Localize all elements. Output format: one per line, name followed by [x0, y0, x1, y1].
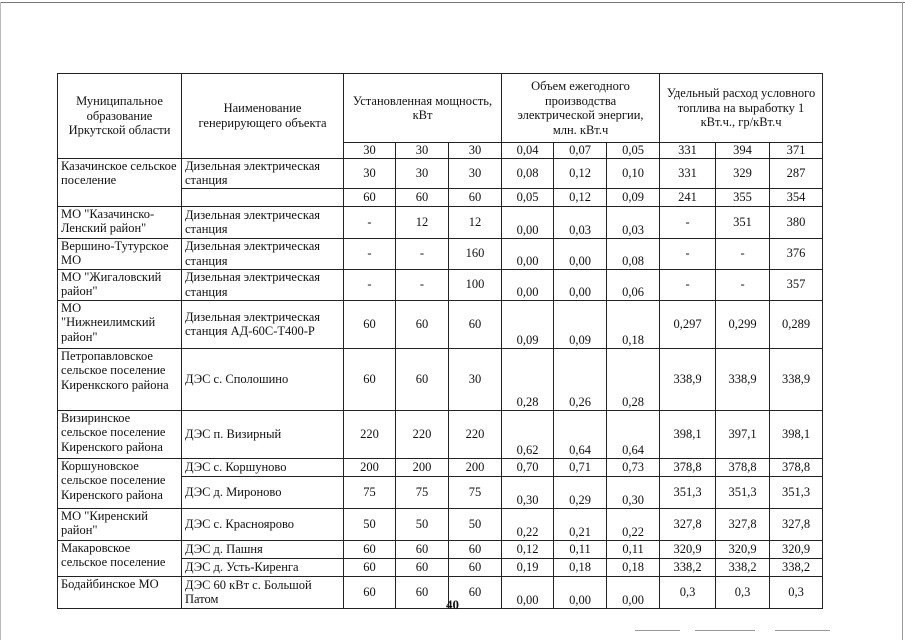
prod-cell: 0,28: [502, 348, 554, 410]
table-row: [58, 540, 823, 558]
prod-cell: 0,22: [607, 508, 660, 540]
cap-cell: 60: [396, 576, 449, 608]
subheader-cell: 331: [660, 143, 716, 159]
table-row: [58, 269, 823, 300]
fuel-cell: 338,2: [770, 558, 823, 576]
subheader-cell: 30: [449, 143, 502, 159]
cap-cell: 60: [396, 558, 449, 576]
object-cell: ДЭС с. Коршуново: [182, 458, 344, 476]
municipality-cell: МО "Жигаловский район": [58, 269, 182, 300]
cap-cell: 60: [449, 558, 502, 576]
subheader-cell: 30: [396, 143, 449, 159]
cap-cell: 60: [449, 188, 502, 206]
object-cell: [182, 188, 344, 206]
fuel-cell: 351: [716, 206, 770, 238]
table-row: [58, 158, 823, 188]
fuel-cell: 327,8: [660, 508, 716, 540]
cap-cell: -: [396, 238, 449, 269]
page-number: 40: [446, 597, 459, 612]
cap-cell: 60: [344, 558, 396, 576]
cap-cell: 50: [396, 508, 449, 540]
prod-cell: 0,12: [554, 188, 607, 206]
fuel-cell: -: [660, 206, 716, 238]
fuel-cell: 351,3: [660, 476, 716, 508]
table-body: [58, 158, 823, 608]
prod-cell: 0,73: [607, 458, 660, 476]
fuel-cell: 320,9: [660, 540, 716, 558]
prod-cell: 0,09: [554, 300, 607, 348]
table-row: [58, 300, 823, 348]
fuel-cell: 378,8: [660, 458, 716, 476]
cap-cell: 60: [344, 540, 396, 558]
fuel-cell: 380: [770, 206, 823, 238]
fuel-cell: -: [716, 269, 770, 300]
prod-cell: 0,29: [554, 476, 607, 508]
scan-artifact-line: [695, 630, 755, 631]
municipality-cell: Петропавловское сельское поселение Киренкского района: [58, 348, 182, 410]
prod-cell: 0,00: [554, 576, 607, 608]
fuel-cell: 354: [770, 188, 823, 206]
object-cell: Дизельная электрическая станция: [182, 158, 344, 188]
page-frame-top: [0, 2, 905, 3]
prod-cell: 0,18: [554, 558, 607, 576]
table-row: [58, 458, 823, 476]
fuel-cell: 357: [770, 269, 823, 300]
fuel-cell: 397,1: [716, 410, 770, 458]
fuel-cell: 0,289: [770, 300, 823, 348]
object-cell: ДЭС п. Визирный: [182, 410, 344, 458]
prod-cell: 0,00: [554, 238, 607, 269]
cap-cell: 50: [449, 508, 502, 540]
cap-cell: 60: [344, 300, 396, 348]
fuel-cell: 398,1: [660, 410, 716, 458]
municipality-cell: МО "Нижнеилимский район": [58, 300, 182, 348]
prod-cell: 0,19: [502, 558, 554, 576]
prod-cell: 0,03: [554, 206, 607, 238]
prod-cell: 0,05: [502, 188, 554, 206]
municipality-cell: Коршуновское сельское поселение Киренского района: [58, 458, 182, 508]
prod-cell: 0,00: [502, 238, 554, 269]
fuel-cell: 338,9: [716, 348, 770, 410]
prod-cell: 0,71: [554, 458, 607, 476]
municipality-cell: МО "Киренский район": [58, 508, 182, 540]
cap-cell: 75: [449, 476, 502, 508]
prod-cell: 0,09: [607, 188, 660, 206]
fuel-cell: 327,8: [770, 508, 823, 540]
object-cell: Дизельная электрическая станция АД-60С-Т400-Р: [182, 300, 344, 348]
municipality-cell: Казачинское сельское поселение: [58, 158, 182, 206]
prod-cell: 0,11: [607, 540, 660, 558]
fuel-cell: -: [716, 238, 770, 269]
capacity-header: Установленная мощность, кВт: [344, 74, 502, 143]
page-frame-left: [0, 2, 1, 640]
cap-cell: -: [344, 269, 396, 300]
cap-cell: 60: [396, 188, 449, 206]
cap-cell: 30: [396, 158, 449, 188]
municipality-cell: Вершино-Тутурское МО: [58, 238, 182, 269]
prod-cell: 0,70: [502, 458, 554, 476]
fuel-cell: 338,2: [660, 558, 716, 576]
fuel-cell: 338,9: [770, 348, 823, 410]
table-row: [58, 206, 823, 238]
object-header: Наименование генерирующего объекта: [182, 74, 344, 159]
fuel-cell: 351,3: [770, 476, 823, 508]
subheader-cell: 394: [716, 143, 770, 159]
fuel-cell: 0,3: [716, 576, 770, 608]
fuel-cell: 398,1: [770, 410, 823, 458]
object-cell: ДЭС 60 кВт с. Большой Патом: [182, 576, 344, 608]
prod-cell: 0,30: [502, 476, 554, 508]
prod-cell: 0,18: [607, 558, 660, 576]
prod-cell: 0,06: [607, 269, 660, 300]
prod-cell: 0,62: [502, 410, 554, 458]
cap-cell: 60: [449, 576, 502, 608]
object-cell: Дизельная электрическая станция: [182, 206, 344, 238]
prod-cell: 0,03: [607, 206, 660, 238]
subheader-cell: 0,07: [554, 143, 607, 159]
fuel-cell: 287: [770, 158, 823, 188]
cap-cell: 160: [449, 238, 502, 269]
cap-cell: 60: [344, 576, 396, 608]
fuel-cell: 0,297: [660, 300, 716, 348]
fuel-cell: 0,3: [660, 576, 716, 608]
subheader-cell: 0,04: [502, 143, 554, 159]
cap-cell: 60: [344, 348, 396, 410]
cap-cell: 50: [344, 508, 396, 540]
cap-cell: 30: [344, 158, 396, 188]
cap-cell: 100: [449, 269, 502, 300]
fuel-cell: 376: [770, 238, 823, 269]
prod-cell: 0,64: [554, 410, 607, 458]
cap-cell: 220: [396, 410, 449, 458]
prod-cell: 0,22: [502, 508, 554, 540]
generation-table: [57, 73, 823, 609]
prod-cell: 0,11: [554, 540, 607, 558]
scan-artifact-line: [775, 630, 830, 631]
fuel-cell: 0,3: [770, 576, 823, 608]
fuel-cell: 338,2: [716, 558, 770, 576]
fuel-cell: 320,9: [770, 540, 823, 558]
prod-cell: 0,64: [607, 410, 660, 458]
cap-cell: 60: [344, 188, 396, 206]
prod-cell: 0,26: [554, 348, 607, 410]
header-row: [58, 74, 823, 143]
prod-cell: 0,00: [502, 576, 554, 608]
cap-cell: 60: [449, 540, 502, 558]
cap-cell: -: [344, 238, 396, 269]
page-frame-right: [902, 2, 903, 640]
fuel-cell: -: [660, 238, 716, 269]
municipality-cell: МО "Казачинско-Ленский район": [58, 206, 182, 238]
cap-cell: 200: [396, 458, 449, 476]
cap-cell: -: [344, 206, 396, 238]
table-row: [58, 508, 823, 540]
prod-cell: 0,00: [554, 269, 607, 300]
cap-cell: 60: [396, 300, 449, 348]
fuel-cell: 338,9: [660, 348, 716, 410]
fuel-cell: 329: [716, 158, 770, 188]
prod-cell: 0,12: [554, 158, 607, 188]
fuel-header: Удельный расход условного топлива на выработку 1 кВт.ч., гр/кВт.ч: [660, 74, 823, 143]
object-cell: ДЭС с. Красноярово: [182, 508, 344, 540]
cap-cell: 75: [396, 476, 449, 508]
cap-cell: 30: [449, 348, 502, 410]
fuel-cell: 241: [660, 188, 716, 206]
prod-cell: 0,08: [502, 158, 554, 188]
cap-cell: 220: [344, 410, 396, 458]
fuel-cell: -: [660, 269, 716, 300]
municipality-header: Муниципальное образование Иркутской области: [58, 74, 182, 159]
object-cell: Дизельная электрическая станция: [182, 238, 344, 269]
cap-cell: -: [396, 269, 449, 300]
cap-cell: 12: [396, 206, 449, 238]
object-cell: ДЭС с. Сполошино: [182, 348, 344, 410]
production-header: Объем ежегодного производства электрической энергии, млн. кВт.ч: [502, 74, 660, 143]
fuel-cell: 378,8: [716, 458, 770, 476]
prod-cell: 0,00: [607, 576, 660, 608]
municipality-cell: Визиринское сельское поселение Киренского района: [58, 410, 182, 458]
cap-cell: 75: [344, 476, 396, 508]
prod-cell: 0,21: [554, 508, 607, 540]
cap-cell: 60: [396, 540, 449, 558]
table-row: [58, 410, 823, 458]
cap-cell: 220: [449, 410, 502, 458]
prod-cell: 0,00: [502, 269, 554, 300]
fuel-cell: 351,3: [716, 476, 770, 508]
cap-cell: 200: [449, 458, 502, 476]
prod-cell: 0,00: [502, 206, 554, 238]
fuel-cell: 378,8: [770, 458, 823, 476]
prod-cell: 0,08: [607, 238, 660, 269]
cap-cell: 60: [449, 300, 502, 348]
object-cell: ДЭС д. Усть-Киренга: [182, 558, 344, 576]
fuel-cell: 0,299: [716, 300, 770, 348]
prod-cell: 0,28: [607, 348, 660, 410]
cap-cell: 12: [449, 206, 502, 238]
prod-cell: 0,12: [502, 540, 554, 558]
municipality-cell: Бодайбинское МО: [58, 576, 182, 608]
fuel-cell: 327,8: [716, 508, 770, 540]
object-cell: ДЭС д. Мироново: [182, 476, 344, 508]
subheader-cell: 371: [770, 143, 823, 159]
fuel-cell: 331: [660, 158, 716, 188]
prod-cell: 0,18: [607, 300, 660, 348]
municipality-cell: Макаровское сельское поселение: [58, 540, 182, 576]
cap-cell: 200: [344, 458, 396, 476]
table-row: [58, 238, 823, 269]
prod-cell: 0,10: [607, 158, 660, 188]
prod-cell: 0,09: [502, 300, 554, 348]
prod-cell: 0,30: [607, 476, 660, 508]
cap-cell: 60: [396, 348, 449, 410]
object-cell: Дизельная электрическая станция: [182, 269, 344, 300]
object-cell: ДЭС д. Пашня: [182, 540, 344, 558]
subheader-cell: 0,05: [607, 143, 660, 159]
fuel-cell: 320,9: [716, 540, 770, 558]
fuel-cell: 355: [716, 188, 770, 206]
subheader-cell: 30: [344, 143, 396, 159]
scan-artifact-line: [635, 630, 680, 631]
table-row: [58, 348, 823, 410]
cap-cell: 30: [449, 158, 502, 188]
